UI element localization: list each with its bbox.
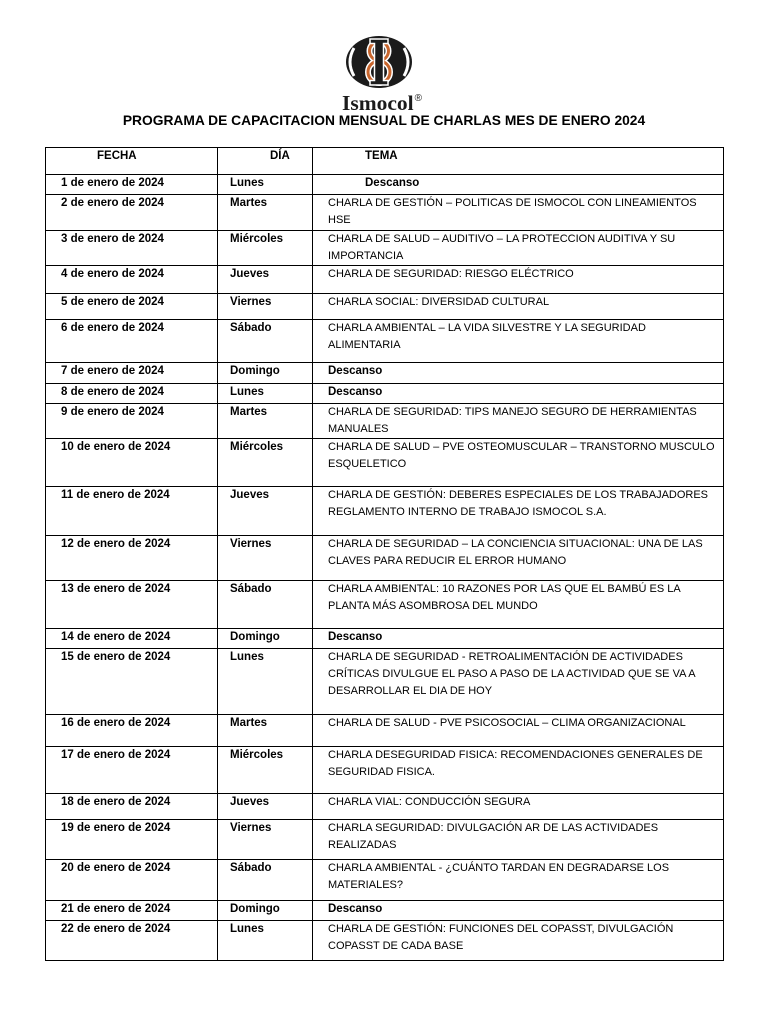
date-cell: 8 de enero de 2024 [46,384,218,404]
date-cell: 17 de enero de 2024 [46,747,218,794]
date-cell: 18 de enero de 2024 [46,794,218,820]
topic-cell: CHARLA DE GESTIÓN: FUNCIONES DEL COPASST, DIVULGACIÓN COPASST DE CADA BASE [313,921,724,961]
day-cell: Jueves [218,266,313,294]
table-row [46,384,724,404]
day-cell: Viernes [218,536,313,581]
table-row [46,921,724,961]
topic-cell: CHARLA DE GESTIÓN: DEBERES ESPECIALES DE LOS TRABAJADORES REGLAMENTO INTERNO DE TRABAJO ISMOCOL S.A. [313,487,724,536]
table-row [46,175,724,195]
day-cell: Sábado [218,581,313,629]
date-cell: 1 de enero de 2024 [46,175,218,195]
topic-cell: CHARLA SOCIAL: DIVERSIDAD CULTURAL [313,294,724,320]
registered-mark: ® [414,93,423,104]
date-cell: 22 de enero de 2024 [46,921,218,961]
table-row [46,320,724,363]
topic-cell: CHARLA SEGURIDAD: DIVULGACIÓN AR DE LAS ACTIVIDADES REALIZADAS [313,820,724,860]
table-row [46,195,724,231]
topic-cell: Descanso [313,363,724,384]
topic-cell: CHARLA AMBIENTAL – LA VIDA SILVESTRE Y LA SEGURIDAD ALIMENTARIA [313,320,724,363]
table-row [46,715,724,747]
logo-wordmark-container [342,87,422,115]
column-header-day: DÍA [218,148,313,175]
day-cell: Sábado [218,860,313,901]
day-cell: Viernes [218,294,313,320]
day-cell: Viernes [218,820,313,860]
day-cell: Martes [218,195,313,231]
topic-cell: CHARLA DE SALUD – PVE OSTEOMUSCULAR – TRANSTORNO MUSCULO ESQUELETICO [313,439,724,487]
table-row [46,231,724,266]
date-cell: 13 de enero de 2024 [46,581,218,629]
date-cell: 11 de enero de 2024 [46,487,218,536]
date-cell: 6 de enero de 2024 [46,320,218,363]
column-header-date: FECHA [46,148,218,175]
day-cell: Jueves [218,794,313,820]
date-cell: 2 de enero de 2024 [46,195,218,231]
topic-cell: CHARLA DE SALUD - PVE PSICOSOCIAL – CLIMA ORGANIZACIONAL [313,715,724,747]
table-row [46,363,724,384]
logo-wordmark: Ismocol [342,91,414,115]
table-row [46,439,724,487]
date-cell: 19 de enero de 2024 [46,820,218,860]
table-row [46,536,724,581]
topic-cell: CHARLA DE SEGURIDAD: RIESGO ELÉCTRICO [313,266,724,294]
date-cell: 3 de enero de 2024 [46,231,218,266]
table-row [46,294,724,320]
topic-cell: CHARLA DE GESTIÓN – POLITICAS DE ISMOCOL CON LINEAMIENTOS HSE [313,195,724,231]
day-cell: Martes [218,404,313,439]
topic-cell: Descanso [313,175,724,195]
ismocol-emblem-icon [345,34,413,90]
date-cell: 5 de enero de 2024 [46,294,218,320]
table-row [46,794,724,820]
company-logo [342,32,434,115]
topic-cell: CHARLA AMBIENTAL: 10 RAZONES POR LAS QUE EL BAMBÚ ES LA PLANTA MÁS ASOMBROSA DEL MUNDO [313,581,724,629]
day-cell: Miércoles [218,747,313,794]
date-cell: 7 de enero de 2024 [46,363,218,384]
day-cell: Lunes [218,649,313,715]
day-cell: Miércoles [218,231,313,266]
table-row [46,266,724,294]
day-cell: Lunes [218,175,313,195]
day-cell: Sábado [218,320,313,363]
topic-cell: Descanso [313,384,724,404]
topic-cell: CHARLA DE SEGURIDAD – LA CONCIENCIA SITUACIONAL: UNA DE LAS CLAVES PARA REDUCIR EL ERROR HUMANO [313,536,724,581]
date-cell: 15 de enero de 2024 [46,649,218,715]
topic-cell: Descanso [313,901,724,921]
schedule-table [45,147,724,961]
day-cell: Martes [218,715,313,747]
table-row [46,747,724,794]
day-cell: Jueves [218,487,313,536]
topic-cell: CHARLA DESEGURIDAD FISICA: RECOMENDACIONES GENERALES DE SEGURIDAD FISICA. [313,747,724,794]
table-header-row [46,148,724,175]
table-row [46,649,724,715]
table-row [46,820,724,860]
topic-cell: CHARLA AMBIENTAL - ¿CUÁNTO TARDAN EN DEGRADARSE LOS MATERIALES? [313,860,724,901]
day-cell: Lunes [218,384,313,404]
table-row [46,860,724,901]
topic-cell: CHARLA DE SALUD – AUDITIVO – LA PROTECCION AUDITIVA Y SU IMPORTANCIA [313,231,724,266]
column-header-topic: TEMA [313,148,724,175]
date-cell: 9 de enero de 2024 [46,404,218,439]
day-cell: Miércoles [218,439,313,487]
table-row [46,629,724,649]
date-cell: 10 de enero de 2024 [46,439,218,487]
document-title: PROGRAMA DE CAPACITACION MENSUAL DE CHARLAS MES DE ENERO 2024 [122,113,646,128]
topic-cell: CHARLA DE SEGURIDAD: TIPS MANEJO SEGURO DE HERRAMIENTAS MANUALES [313,404,724,439]
date-cell: 14 de enero de 2024 [46,629,218,649]
day-cell: Domingo [218,363,313,384]
schedule-table-body [46,175,724,961]
table-row [46,487,724,536]
table-row [46,404,724,439]
table-row [46,901,724,921]
table-row [46,581,724,629]
date-cell: 21 de enero de 2024 [46,901,218,921]
day-cell: Lunes [218,921,313,961]
date-cell: 4 de enero de 2024 [46,266,218,294]
topic-cell: Descanso [313,629,724,649]
date-cell: 12 de enero de 2024 [46,536,218,581]
date-cell: 16 de enero de 2024 [46,715,218,747]
day-cell: Domingo [218,901,313,921]
day-cell: Domingo [218,629,313,649]
topic-cell: CHARLA DE SEGURIDAD - RETROALIMENTACIÓN DE ACTIVIDADES CRÍTICAS DIVULGUE EL PASO A PASO DE LA ACTIVIDAD QUE SE VA A DESARROLLAR EL DIA DE HOY [313,649,724,715]
date-cell: 20 de enero de 2024 [46,860,218,901]
topic-cell: CHARLA VIAL: CONDUCCIÓN SEGURA [313,794,724,820]
